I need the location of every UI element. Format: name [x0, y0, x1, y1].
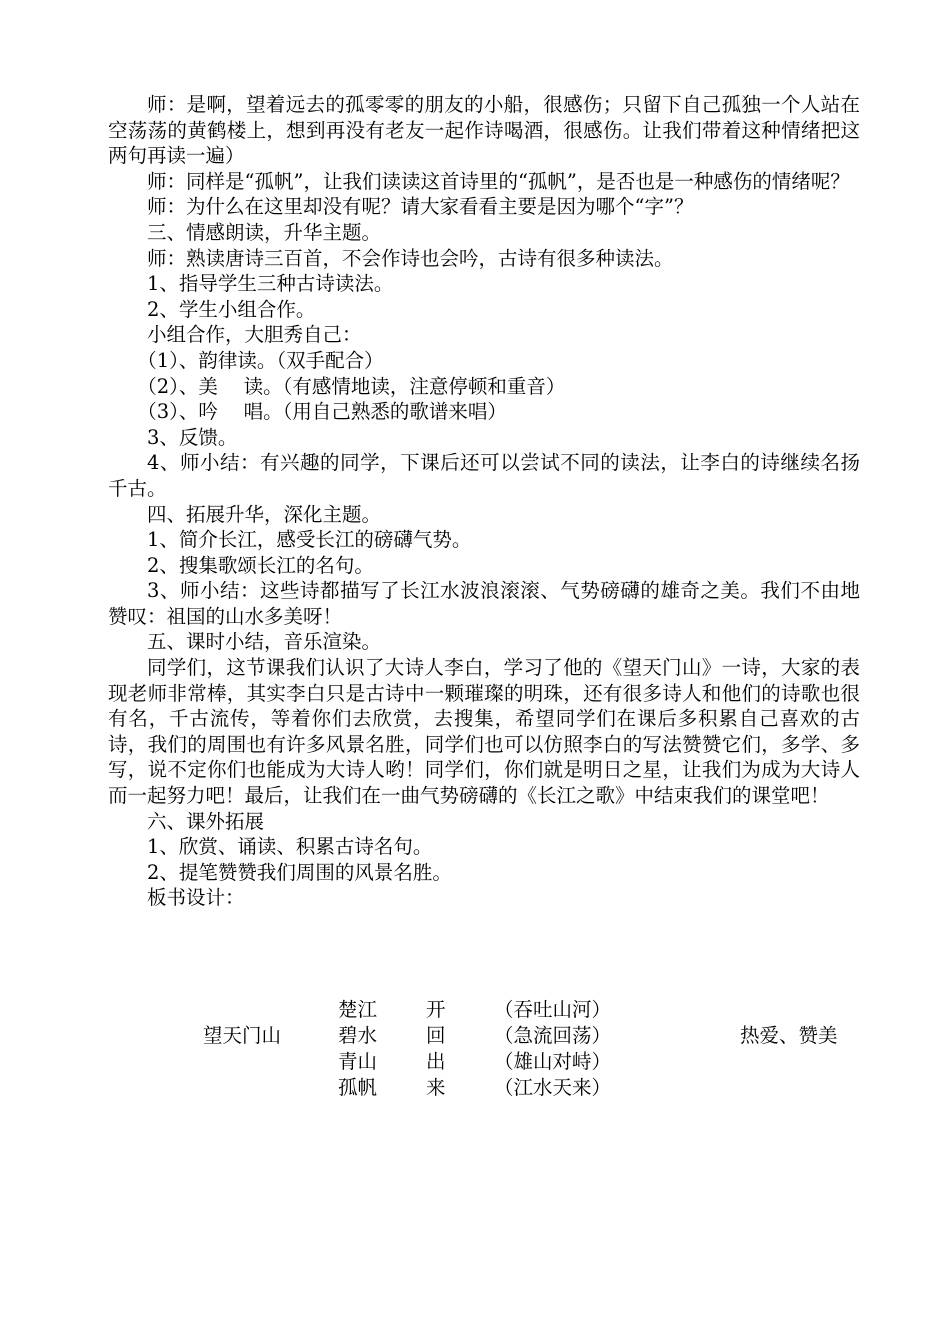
board-verb: 来: [426, 1076, 446, 1099]
list-item: （3）、吟 唱。（用自己熟悉的歌谱来唱）: [137, 400, 507, 424]
board-place: 碧水: [338, 1024, 378, 1047]
lesson-text: [108, 92, 860, 911]
board-note: （江水天来）: [494, 1076, 612, 1099]
list-item: （1）、韵律读。（双手配合）: [137, 348, 384, 372]
board-place: 青山: [338, 1050, 378, 1073]
paragraph: 同学们，这节课我们认识了大诗人李白，学习了他的《望天门山》一诗，大家的表现老师非常棒，其实李白只是古诗中一颗璀璨的明珠，还有很多诗人和他们的诗歌也很有名，千古流传，等着你们去欣赏，去搜集，希望同学们在课后多积累自己喜欢的古诗，我们的周围也有许多风景名胜，同学们也可以仿照李白的写法赞赞它们，多学、多写，说不定你们也能成为大诗人哟！同学们，你们就是明日之星，让我们为成为大诗人而一起努力吧！最后，让我们在一曲气势磅礴的《长江之歌》中结束我们的课堂吧！: [108, 656, 860, 808]
list-item: 3、反馈。: [147, 425, 238, 449]
paragraph: 师：为什么在这里却没有呢？请大家看看主要是因为哪个“字”？: [147, 195, 694, 219]
list-item: 2、提笔赞赞我们周围的风景名胜。: [147, 860, 452, 884]
paragraph: 小组合作，大胆秀自己：: [147, 323, 362, 347]
board-note: （雄山对峙）: [494, 1050, 612, 1073]
paragraph: 师：同样是“孤帆”，让我们读读这首诗里的“孤帆”，是否也是一种感伤的情绪呢？: [147, 169, 850, 193]
board-verb: 出: [426, 1050, 446, 1073]
board-note: （吞吐山河）: [494, 998, 612, 1021]
board-title: 望天门山: [203, 1024, 282, 1047]
board-note: （急流回荡）: [494, 1024, 612, 1047]
board-verb: 回: [426, 1024, 446, 1047]
section-heading: 四、拓展升华，深化主题。: [147, 502, 382, 526]
list-item: 1、简介长江，感受长江的磅礴气势。: [147, 528, 472, 552]
section-heading: 六、课外拓展: [147, 809, 265, 833]
board-heading: 板书设计：: [147, 886, 245, 910]
paragraph: 师：熟读唐诗三百首，不会作诗也会吟，古诗有很多种读法。: [147, 246, 674, 270]
list-item: 1、指导学生三种古诗读法。: [147, 272, 394, 296]
board-emotion: 热爱、赞美: [740, 1024, 838, 1047]
section-heading: 三、情感朗读，升华主题。: [147, 220, 382, 244]
list-item: 2、学生小组合作。: [147, 297, 316, 321]
board-place: 楚江: [338, 998, 378, 1021]
list-item: （2）、美 读。（有感情地读，注意停顿和重音）: [137, 374, 566, 398]
board-place: 孤帆: [338, 1076, 378, 1099]
list-item: 1、欣赏、诵读、积累古诗名句。: [147, 835, 433, 859]
paragraph: 3、师小结：这些诗都描写了长江水波浪滚滚、气势磅礴的雄奇之美。我们不由地赞叹：祖国的山水多美呀！: [108, 579, 860, 628]
list-item: 2、搜集歌颂长江的名句。: [147, 553, 374, 577]
paragraph: 4、师小结：有兴趣的同学，下课后还可以尝试不同的读法，让李白的诗继续名扬千古。: [108, 451, 860, 500]
section-heading: 五、课时小结，音乐渲染。: [147, 630, 382, 654]
board-verb: 开: [426, 998, 446, 1021]
board-design: [0, 992, 950, 1102]
paragraph: 师：是啊，望着远去的孤零零的朋友的小船，很感伤；只留下自己孤独一个人站在空荡荡的黄鹤楼上，想到再没有老友一起作诗喝酒，很感伤。让我们带着这种情绪把这两句再读一遍）: [108, 93, 860, 168]
